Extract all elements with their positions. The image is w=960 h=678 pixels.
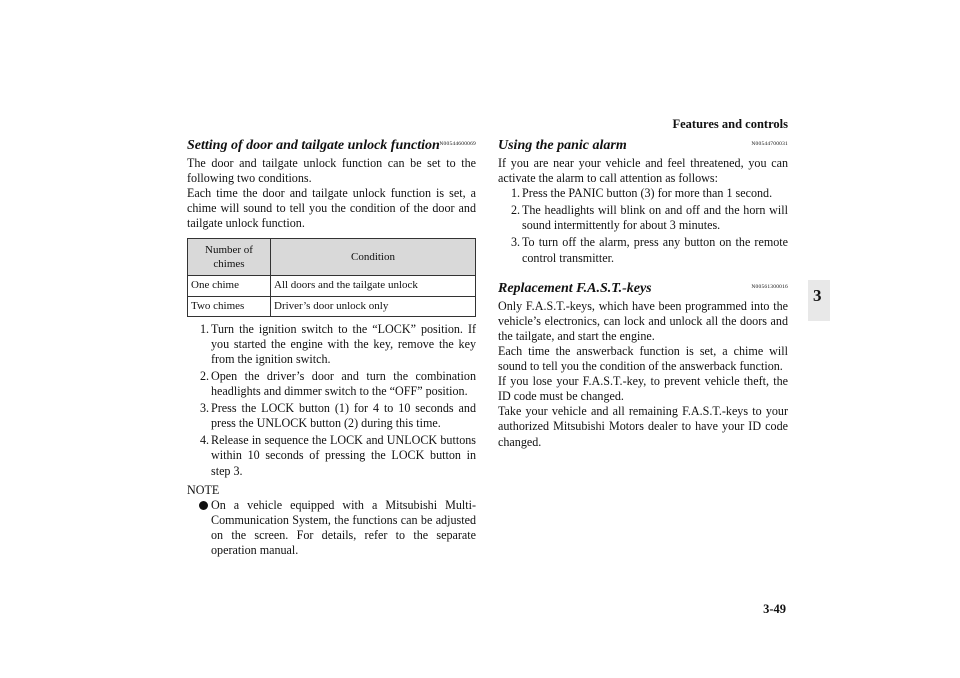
- reference-code: N00544600069: [439, 141, 476, 147]
- heading-text: Using the panic alarm: [498, 138, 627, 153]
- table-header-chimes: Number of chimes: [188, 239, 271, 276]
- list-item: 1. Turn the ignition switch to the “LOCK” position. If you started the engine with the key, remove the key from the ignition switch.: [200, 321, 476, 366]
- paragraph: Take your vehicle and all remaining F.A.S.T.-keys to your authorized Mitsubishi Motors dealer to have your ID code changed.: [498, 404, 788, 449]
- reference-code: N00561300016: [751, 283, 788, 290]
- list-item: 3. To turn off the alarm, press any button on the remote control transmitter.: [511, 235, 788, 265]
- running-header: Features and controls: [672, 117, 788, 131]
- list-item: 1. Press the PANIC button (3) for more than 1 second.: [511, 186, 773, 201]
- reference-code: N00544700031: [751, 141, 788, 147]
- table-header-condition: Condition: [271, 239, 476, 276]
- right-column: [498, 137, 788, 450]
- table-cell: All doors and the tailgate unlock: [271, 276, 476, 296]
- paragraph: If you lose your F.A.S.T.-key, to prevent vehicle theft, the ID code must be changed.: [498, 374, 788, 404]
- page-number: 3-49: [763, 602, 786, 616]
- paragraph: If you are near your vehicle and feel threatened, you can activate the alarm to call attention as follows:: [498, 156, 788, 186]
- list-item: 2. Open the driver’s door and turn the combination headlights and dimmer switch to the “OFF” position.: [200, 368, 476, 399]
- list-item: 3. Press the LOCK button (1) for 4 to 10 seconds and press the UNLOCK button (2) during this time.: [200, 401, 476, 431]
- left-column: [187, 137, 476, 558]
- table-cell: Driver’s door unlock only: [271, 296, 476, 316]
- paragraph: Only F.A.S.T.-keys, which have been programmed into the vehicle’s electronics, can lock and unlock all the doors and the tailgate, and start the engine.: [498, 298, 788, 343]
- note-item: [187, 498, 476, 558]
- table-row: [188, 296, 476, 316]
- paragraph: Each time the door and tailgate unlock function is set, a chime will sound to tell you the condition of the door and tailgate unlock function.: [187, 186, 476, 231]
- note-block: [187, 483, 476, 558]
- spacer: [498, 268, 788, 280]
- list-item: 4. Release in sequence the LOCK and UNLOCK buttons within 10 seconds of pressing the LOCK button in step 3.: [200, 433, 476, 478]
- heading-text: Replacement F.A.S.T.-keys: [498, 280, 652, 296]
- section-heading-panic: [498, 137, 788, 155]
- chime-table: [187, 238, 476, 316]
- list-item: 2. The headlights will blink on and off and the horn will sound intermittently for about 3 minutes.: [511, 203, 788, 233]
- table-cell: One chime: [188, 276, 271, 296]
- bullet-icon: [199, 501, 208, 510]
- heading-text: Setting of door and tailgate unlock function: [187, 138, 440, 153]
- paragraph: The door and tailgate unlock function can be set to the following two conditions.: [187, 156, 476, 186]
- note-label: NOTE: [187, 482, 220, 497]
- section-heading-keys: [498, 280, 788, 298]
- table-cell: Two chimes: [188, 296, 271, 316]
- unlock-steps: [187, 322, 476, 479]
- table-row: [188, 276, 476, 296]
- section-heading-unlock: [187, 137, 476, 155]
- panic-steps: [498, 186, 788, 265]
- section-tab-number: 3: [813, 286, 822, 305]
- note-text: On a vehicle equipped with a Mitsubishi Multi-Communication System, the functions can be adjusted on the screen. For details, refer to the separate operation manual.: [211, 497, 476, 557]
- paragraph: Each time the answerback function is set, a chime will sound to tell you the condition of the answerback function.: [498, 343, 788, 374]
